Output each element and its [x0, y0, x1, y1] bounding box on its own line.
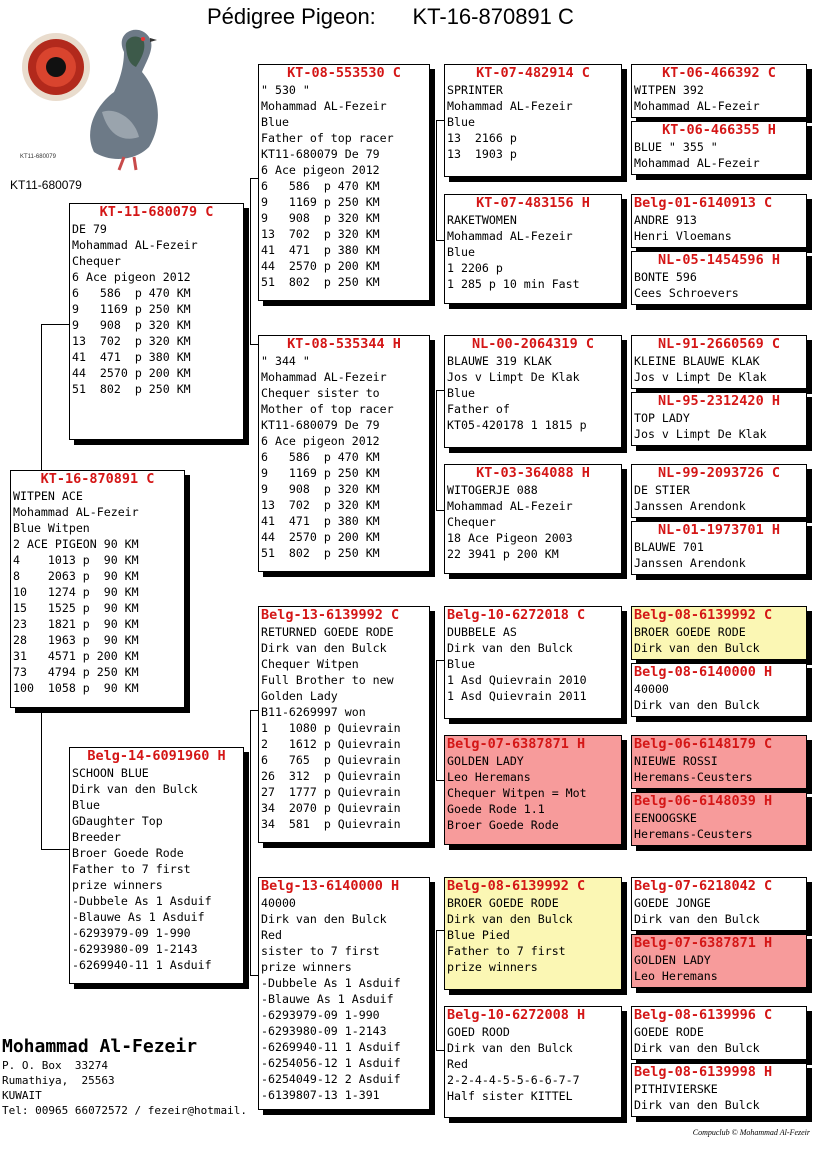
pigeon-card-granddam-sire — [258, 335, 430, 572]
pigeon-card-gen4 — [631, 877, 807, 931]
ring-number: Belg-07-6218042 C — [634, 878, 773, 894]
pigeon-details: PITHIVIERSKE Dirk van den Bulck — [634, 1082, 760, 1112]
pigeon-card-gen4 — [631, 792, 807, 846]
connector — [250, 975, 258, 976]
pigeon-card-gen3 — [444, 64, 622, 177]
pigeon-details: BLUE " 355 " Mohammad AL-Fezeir — [634, 140, 760, 170]
pigeon-card-gen4 — [631, 64, 807, 118]
connector — [250, 344, 258, 345]
pigeon-card-gen4 — [631, 934, 807, 988]
pigeon-card-gen3 — [444, 877, 622, 990]
ring-number: NL-05-1454596 H — [658, 252, 780, 268]
connector — [436, 120, 444, 121]
owner-block — [2, 1036, 247, 1118]
pigeon-card-gen4 — [631, 335, 807, 389]
pigeon-card-gen3 — [444, 1006, 622, 1118]
ring-number: NL-01-1973701 H — [658, 522, 780, 538]
ring-number: KT-06-466392 C — [662, 65, 776, 81]
ring-number: Belg-01-6140913 C — [634, 195, 773, 211]
pigeon-card-gen3 — [444, 464, 622, 574]
pigeon-details: GOLDEN LADY Leo Heremans Chequer Witpen = Mot Goede Rode 1.1 Broer Goede Rode — [447, 754, 587, 832]
ring-number: Belg-08-6140000 H — [634, 664, 773, 680]
pigeon-details: " 344 " Mohammad AL-Fezeir Chequer sister to Mother of top racer KT11-680079 De 79 6 Ace pigeon 2012 6 586 p 470 KM 9 1169 p 250 KM 9 908 p 320 KM 13 702 p 320 KM 41 471 p 380 KM 44 2570 p 200 KM 51 802 p 250 KM — [261, 354, 394, 560]
pigeon-card-gen4 — [631, 1006, 807, 1060]
pigeon-card-grandsire-sire — [258, 64, 430, 301]
pigeon-details: BONTE 596 Cees Schroevers — [634, 270, 739, 300]
ring-number: KT-16-870891 C — [40, 471, 155, 487]
pigeon-card-gen4 — [631, 735, 807, 789]
pigeon-details: ANDRE 913 Henri Vloemans — [634, 213, 732, 243]
pigeon-details: GOEDE RODE Dirk van den Bulck — [634, 1025, 760, 1055]
connector — [250, 178, 258, 179]
ring-number: KT-11-680079 C — [99, 204, 214, 220]
ring-number: NL-91-2660569 C — [658, 336, 780, 352]
pigeon-details: BLAUWE 319 KLAK Jos v Limpt De Klak Blue Father of KT05-420178 1 1815 p — [447, 354, 587, 432]
pigeon-card-sire — [69, 203, 244, 440]
pigeon-card-gen4 — [631, 464, 807, 518]
connector — [250, 178, 251, 344]
ring-number: KT-06-466355 H — [662, 122, 776, 138]
footer-credit: Compuclub © Mohammad Al-Fezeir — [692, 1128, 810, 1137]
connector — [436, 510, 444, 511]
ring-number: Belg-07-6387871 H — [447, 736, 586, 752]
ring-number: Belg-08-6139996 C — [634, 1007, 773, 1023]
pigeon-card-gen4 — [631, 663, 807, 717]
ring-number: KT-08-535344 H — [287, 336, 401, 352]
connector — [436, 660, 437, 780]
pigeon-details: RETURNED GOEDE RODE Dirk van den Bulck Chequer Witpen Full Brother to new Golden Lady B11-6269997 won 1 1080 p Quievrain 2 1612 p Quievrain 6 765 p Quievrain 26 312 p Quievrain 27 1777 p Quievrain 34 2070 p Quievrain 34 581 p Quievrain — [261, 625, 401, 831]
ring-number: NL-99-2093726 C — [658, 465, 780, 481]
pigeon-card-gen4 — [631, 194, 807, 248]
pigeon-details: GOLDEN LADY Leo Heremans — [634, 953, 718, 983]
connector — [436, 1050, 444, 1051]
connector — [436, 390, 437, 510]
pigeon-details: " 530 " Mohammad AL-Fezeir Blue Father of top racer KT11-680079 De 79 6 Ace pigeon 2012 6 586 p 470 KM 9 1169 p 250 KM 9 908 p 320 KM 13 702 p 320 KM 41 471 p 380 KM 44 2570 p 200 KM 51 802 p 250 KM — [261, 83, 394, 289]
connector — [436, 780, 444, 781]
ring-number: Belg-08-6139992 C — [634, 607, 773, 623]
pigeon-details: 40000 Dirk van den Bulck — [634, 682, 760, 712]
pigeon-card-gen4 — [631, 392, 807, 446]
svg-text:KT11-680079: KT11-680079 — [20, 154, 56, 160]
pigeon-card-granddam-dam — [258, 877, 430, 1110]
connector — [41, 324, 42, 471]
pigeon-card-gen3 — [444, 606, 622, 719]
ring-number: Belg-06-6148179 C — [634, 736, 773, 752]
pigeon-details: EENOOGSKE Heremans-Ceusters — [634, 811, 753, 841]
pigeon-card-gen3 — [444, 335, 622, 448]
pigeon-details: WITPEN ACE Mohammad AL-Fezeir Blue Witpen 2 ACE PIGEON 90 KM 4 1013 p 90 KM 8 2063 p 90 KM 10 1274 p 90 KM 15 1525 p 90 KM 23 1821 p 90 KM 28 1963 p 90 KM 31 4571 p 200 KM 73 4794 p 250 KM 100 1058 p 90 KM — [13, 489, 139, 695]
connector — [436, 930, 437, 1050]
pigeon-card-dam — [69, 747, 244, 984]
pigeon-details: SPRINTER Mohammad AL-Fezeir Blue 13 2166 p 13 1903 p — [447, 83, 573, 161]
ring-number: Belg-13-6139992 C — [261, 607, 400, 623]
page-title: Pédigree Pigeon: KT-16-870891 C — [207, 4, 574, 29]
pigeon-details: GOEDE JONGE Dirk van den Bulck — [634, 896, 760, 926]
ring-number: Belg-08-6139998 H — [634, 1064, 773, 1080]
pigeon-card-gen4 — [631, 521, 807, 575]
ring-number: Belg-10-6272018 C — [447, 607, 586, 623]
pigeon-details: DE 79 Mohammad AL-Fezeir Chequer 6 Ace pigeon 2012 6 586 p 470 KM 9 1169 p 250 KM 9 908 p 320 KM 13 702 p 320 KM 41 471 p 380 KM 44 2570 p 200 KM 51 802 p 250 KM — [72, 222, 198, 396]
pigeon-photo — [14, 12, 164, 172]
ring-number: Belg-07-6387871 H — [634, 935, 773, 951]
pigeon-details: 40000 Dirk van den Bulck Red sister to 7 first prize winners -Dubbele As 1 Asduif -Blauwe As 1 Asduif -6293979-09 1-990 -6293980-09 1-2143 -6269940-11 1 Asduif -6254056-12 1 Asduif -6254049-12 2 Asduif -6139807-13 1-391 — [261, 896, 401, 1102]
pigeon-card-gen4 — [631, 121, 807, 175]
ring-number: KT-03-364088 H — [476, 465, 590, 481]
ring-number: Belg-13-6140000 H — [261, 878, 400, 894]
photo-caption: KT11-680079 — [10, 178, 82, 192]
ring-number: Belg-14-6091960 H — [87, 748, 226, 764]
pigeon-details: SCHOON BLUE Dirk van den Bulck Blue GDaughter Top Breeder Broer Goede Rode Father to 7 first prize winners -Dubbele As 1 Asduif -Blauwe As 1 Asduif -6293979-09 1-990 -6293980-09 1-2143 -6269940-11 1 Asduif — [72, 766, 212, 972]
connector — [41, 710, 42, 850]
owner-address: P. O. Box 33274 Rumathiya, 25563 KUWAIT Tel: 00965 66072572 / fezeir@hotmail. — [2, 1059, 248, 1117]
pigeon-details: BROER GOEDE RODE Dirk van den Bulck Blue Pied Father to 7 first prize winners — [447, 896, 573, 974]
pigeon-details: WITOGERJE 088 Mohammad AL-Fezeir Chequer 18 Ace Pigeon 2003 22 3941 p 200 KM — [447, 483, 573, 561]
ring-number: Belg-10-6272008 H — [447, 1007, 586, 1023]
ring-number: KT-08-553530 C — [287, 65, 401, 81]
connector — [436, 240, 444, 241]
pigeon-card-gen4 — [631, 251, 807, 305]
pigeon-body — [90, 30, 158, 159]
pigeon-card-subject — [10, 470, 185, 708]
pigeon-details: KLEINE BLAUWE KLAK Jos v Limpt De Klak — [634, 354, 767, 384]
ring-number: Belg-06-6148039 H — [634, 793, 773, 809]
pigeon-card-grandsire-dam — [258, 606, 430, 843]
connector — [436, 660, 444, 661]
pigeon-card-gen3 — [444, 735, 622, 845]
pigeon-card-gen4 — [631, 606, 807, 660]
ring-number: NL-00-2064319 C — [472, 336, 594, 352]
pigeon-details: GOED ROOD Dirk van den Bulck Red 2-2-4-4-5-5-6-6-7-7 Half sister KITTEL — [447, 1025, 580, 1103]
ring-number: NL-95-2312420 H — [658, 393, 780, 409]
pigeon-card-gen3 — [444, 194, 622, 304]
connector — [436, 930, 444, 931]
connector — [250, 710, 251, 975]
connector — [41, 849, 70, 850]
pigeon-card-gen4 — [631, 1063, 807, 1117]
ring-number: KT-07-483156 H — [476, 195, 590, 211]
connector — [436, 120, 437, 240]
connector — [250, 710, 258, 711]
ring-number: KT-07-482914 C — [476, 65, 590, 81]
pigeon-details: RAKETWOMEN Mohammad AL-Fezeir Blue 1 2206 p 1 285 p 10 min Fast — [447, 213, 580, 291]
pigeon-details: BROER GOEDE RODE Dirk van den Bulck — [634, 625, 760, 655]
ring-number: Belg-08-6139992 C — [447, 878, 586, 894]
pigeon-details: BLAUWE 701 Janssen Arendonk — [634, 540, 746, 570]
connector — [436, 390, 444, 391]
connector — [41, 324, 70, 325]
pigeon-details: DUBBELE AS Dirk van den Bulck Blue 1 Asd Quievrain 2010 1 Asd Quievrain 2011 — [447, 625, 587, 703]
owner-name: Mohammad Al-Fezeir — [2, 1036, 198, 1057]
pigeon-details: TOP LADY Jos v Limpt De Klak — [634, 411, 767, 441]
pigeon-details: DE STIER Janssen Arendonk — [634, 483, 746, 513]
pigeon-details: NIEUWE ROSSI Heremans-Ceusters — [634, 754, 753, 784]
pigeon-details: WITPEN 392 Mohammad AL-Fezeir — [634, 83, 760, 113]
eye-pupil — [46, 57, 66, 77]
